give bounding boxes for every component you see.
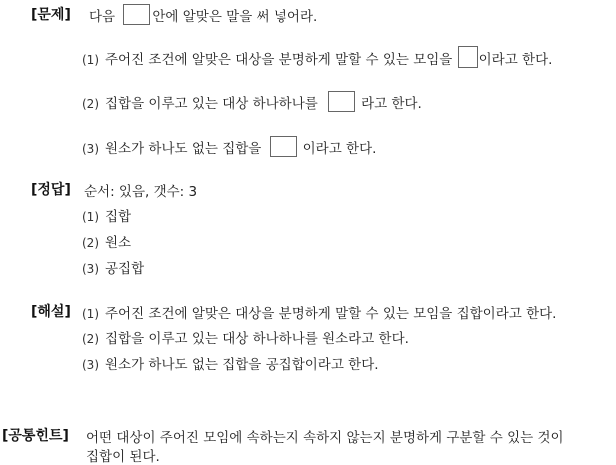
problem-intro (89, 4, 317, 25)
hint-line-1: 어떤 대상이 주어진 모임에 속하는지 속하지 않는지 분명하게 구분할 수 있는 것이 (86, 430, 564, 446)
problem-item-2-after: 라고 한다. (361, 96, 422, 112)
answer-item-1-text: 집합 (105, 209, 132, 225)
problem-intro-after: 안에 알맞은 말을 써 넣어라. (152, 9, 318, 25)
answer-summary: 순서: 있음, 갯수: 3 (84, 184, 198, 200)
answer-item-3 (82, 257, 144, 277)
explanation-item-1-text: 주어진 조건에 알맞은 대상을 분명하게 말할 수 있는 모임을 집합이라고 한다. (105, 306, 557, 322)
answer-item-2-text: 원소 (105, 235, 132, 251)
answer-blank (328, 91, 355, 112)
problem-intro-before: 다음 (89, 9, 116, 25)
item-number: (2) (82, 332, 99, 346)
explanation-item-3 (82, 353, 379, 373)
item-number: (3) (82, 262, 99, 276)
explanation-item-2-text: 집합을 이루고 있는 대상 하나하나를 원소라고 한다. (105, 331, 409, 347)
item-number: (1) (82, 210, 99, 224)
item-number: (2) (82, 236, 99, 250)
answer-blank (458, 46, 478, 68)
item-number: (2) (82, 97, 99, 111)
problem-item-1 (82, 46, 552, 68)
problem-item-3 (82, 136, 376, 157)
hint-tag: [공통힌트] (2, 428, 69, 444)
problem-item-3-after: 이라고 한다. (302, 141, 377, 157)
problem-item-2-before: 집합을 이루고 있는 대상 하나하나를 (105, 96, 318, 112)
problem-item-1-before: 주어진 조건에 알맞은 대상을 분명하게 말할 수 있는 모임을 (105, 52, 453, 68)
explanation-item-2 (82, 327, 409, 347)
answer-item-2 (82, 231, 131, 251)
answer-blank (123, 4, 150, 25)
answer-blank (270, 136, 297, 157)
item-number: (3) (82, 358, 99, 372)
problem-item-2 (82, 91, 422, 112)
item-number: (1) (82, 307, 99, 321)
answer-tag: [정답] (31, 182, 71, 198)
item-number: (1) (82, 53, 99, 67)
explanation-item-3-text: 원소가 하나도 없는 집합을 공집합이라고 한다. (105, 357, 379, 373)
hint-line-2: 집합이 된다. (86, 449, 160, 465)
problem-tag: [문제] (31, 7, 71, 23)
explanation-item-1 (82, 302, 556, 322)
explanation-tag: [해설] (31, 304, 71, 320)
answer-item-3-text: 공집합 (105, 261, 145, 277)
answer-item-1 (82, 205, 131, 225)
problem-item-1-after: 이라고 한다. (478, 52, 553, 68)
problem-item-3-before: 원소가 하나도 없는 집합을 (105, 141, 262, 157)
item-number: (3) (82, 142, 99, 156)
